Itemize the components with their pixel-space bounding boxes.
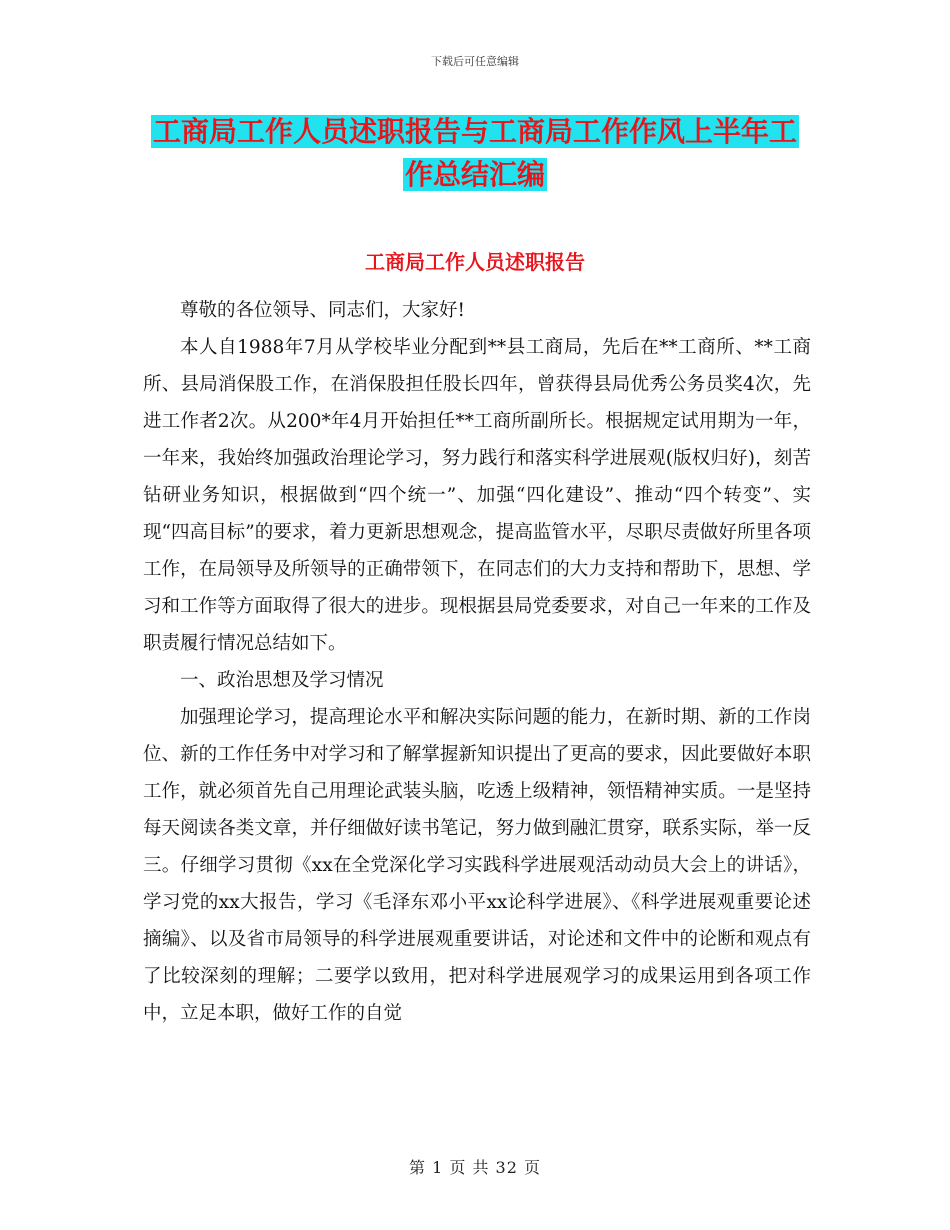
document-title-line-2: 作总结汇编 bbox=[404, 158, 545, 191]
paragraph-study: 加强理论学习，提高理论水平和解决实际问题的能力，在新时期、新的工作岗位、新的工作任务中对学习和了解掌握新知识提出了更高的要求，因此要做好本职工作，就必须首先自己用理论武装头脑，吃透上级精神，领悟精神实质。一是坚持每天阅读各类文章，并仔细做好读书笔记，努力做到融汇贯穿，联系实际，举一反三。仔细学习贯彻《xx在全党深化学习实践科学进展观活动动员大会上的讲话》，学习党的xx大报告，学习《毛泽东邓小平xx论科学进展》、《科学进展观重要论述摘编》、以及省市局领导的科学进展观重要讲话，对论述和文件中的论断和观点有了比较深刻的理解；二要学以致用，把对科学进展观学习的成果运用到各项工作中，立足本职，做好工作的自觉 bbox=[143, 707, 811, 1024]
section-title: 工商局工作人员述职报告 bbox=[365, 250, 585, 274]
document-title-line-1: 工商局工作人员述职报告与工商局工作作风上半年工 bbox=[152, 115, 797, 148]
paragraph-intro: 本人自1988年7月从学校毕业分配到**县工商局，先后在**工商所、**工商所、县局消保股工作，在消保股担任股长四年，曾获得县局优秀公务员奖4次，先进工作者2次。从200*年4月开始担任**工商所副所长。根据规定试用期为一年，一年来，我始终加强政治理论学习，努力践行和落实科学进展观(版权归好)，刻苦钻研业务知识，根据做到“四个统一”、加强“四化建设”、推动“四个转变”、实现“四高目标”的要求，着力更新思想观念，提高监管水平，尽职尽责做好所里各项工作，在局领导及所领导的正确带领下，在同志们的大力支持和帮助下，思想、学习和工作等方面取得了很大的进步。现根据县局党委要求，对自己一年来的工作及职责履行情况总结如下。 bbox=[143, 337, 811, 654]
document-title bbox=[140, 110, 810, 196]
document-body bbox=[143, 292, 811, 1032]
paragraph-heading-1: 一、政治思想及学习情况 bbox=[180, 670, 384, 691]
header-note: 下载后可任意编辑 bbox=[431, 55, 519, 68]
paragraph-greeting: 尊敬的各位领导、同志们，大家好! bbox=[180, 300, 465, 321]
page-number-footer: 第 1 页 共 32 页 bbox=[409, 1158, 541, 1177]
